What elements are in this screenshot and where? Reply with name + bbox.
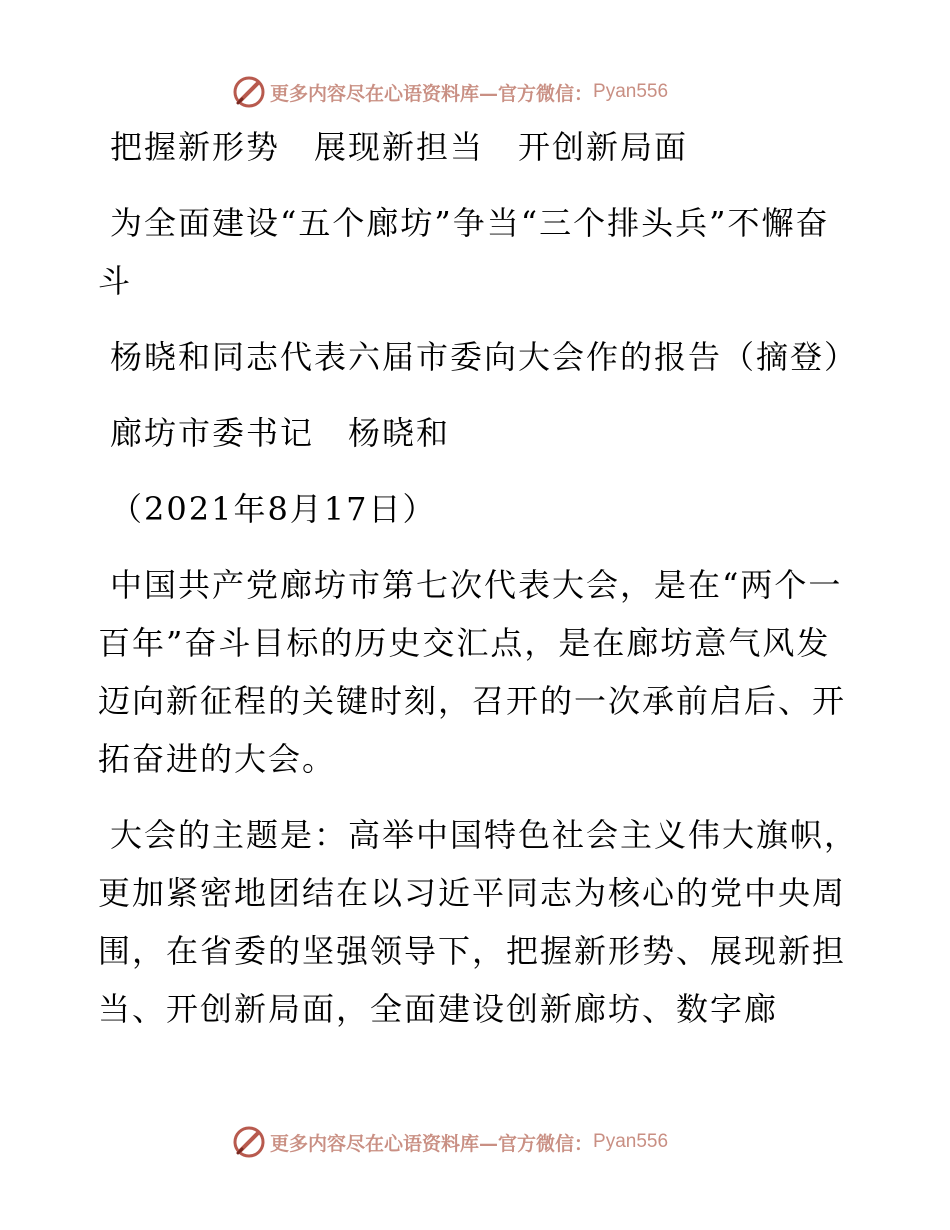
document-subtitle: 为全面建设“五个廊坊”争当“三个排头兵”不懈奋斗: [98, 204, 830, 300]
watermark-separator: —官方微信：: [479, 1132, 594, 1155]
report-heading: 杨晓和同志代表六届市委向大会作的报告（摘登）: [110, 338, 859, 376]
pen-logo-icon: [232, 1125, 266, 1159]
date-line: （2021年8月17日）: [110, 490, 437, 528]
document-body: [98, 118, 858, 1056]
header-watermark: [232, 72, 668, 112]
watermark-separator: —官方微信：: [479, 82, 594, 105]
author-line: 廊坊市委书记 杨晓和: [110, 414, 451, 452]
watermark-text: 更多内容尽在心语资料库: [270, 1132, 480, 1155]
document-title: 把握新形势 展现新担当 开创新局面: [110, 128, 689, 166]
body-paragraph: 中国共产党廊坊市第七次代表大会，是在“两个一百年”奋斗目标的历史交汇点，是在廊坊意气风发迈向新征程的关键时刻，召开的一次承前启后、开拓奋进的大会。: [98, 566, 847, 778]
watermark-account: Pyan556: [593, 1131, 669, 1152]
footer-watermark: [232, 1122, 668, 1162]
pen-logo-icon: [232, 75, 266, 109]
watermark-text: 更多内容尽在心语资料库: [270, 82, 480, 105]
body-paragraph: 大会的主题是：高举中国特色社会主义伟大旗帜，更加紧密地团结在以习近平同志为核心的党中央周围，在省委的坚强领导下，把握新形势、展现新担当、开创新局面，全面建设创新廊坊、数字廊: [98, 816, 859, 1028]
watermark-account: Pyan556: [593, 81, 669, 102]
